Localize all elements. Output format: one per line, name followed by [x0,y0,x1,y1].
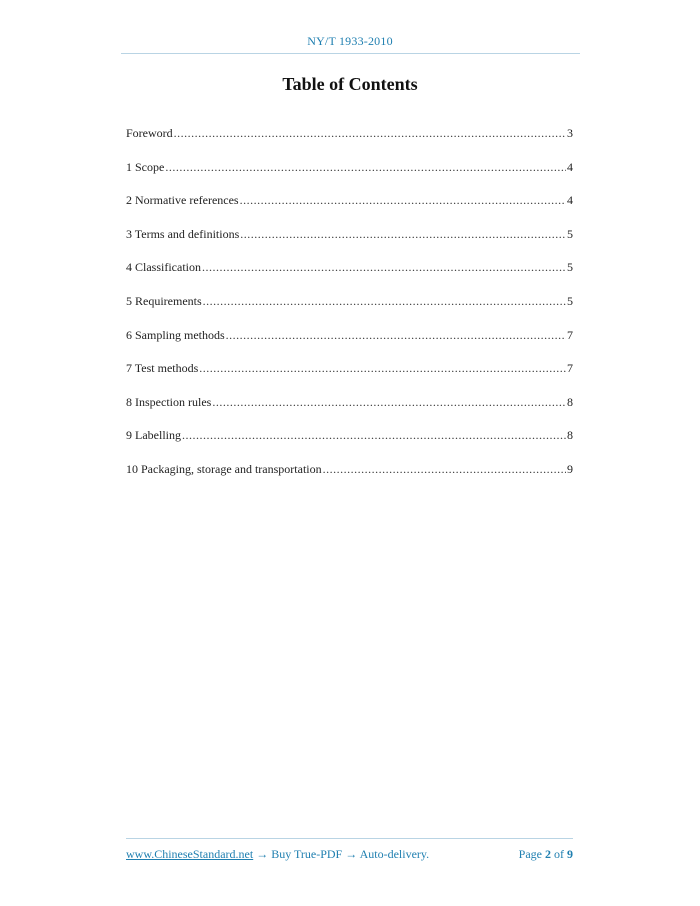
toc-entry-label: 2 Normative references [126,193,239,208]
toc-dot-leader [182,428,566,443]
toc-entry-foreword[interactable] [126,126,573,160]
toc-list [126,126,573,496]
toc-entry-terms-and-definitions[interactable] [126,227,573,261]
toc-entry-requirements[interactable] [126,294,573,328]
arrow-right-icon: → [345,847,358,861]
toc-entry-page: 7 [567,361,573,376]
toc-entry-page: 5 [567,260,573,275]
toc-entry-labelling[interactable] [126,428,573,462]
toc-entry-page: 3 [567,126,573,140]
toc-entry-inspection-rules[interactable] [126,395,573,429]
toc-entry-label: Foreword [126,126,173,140]
toc-dot-leader [240,227,566,242]
toc-title: Table of Contents [282,74,418,94]
website-link[interactable]: www.ChineseStandard.net [126,847,254,861]
toc-entry-test-methods[interactable] [126,361,573,395]
footer-promo [126,847,429,862]
toc-entry-scope[interactable] [126,160,573,194]
toc-entry-label: 9 Labelling [126,428,181,443]
toc-entry-packaging[interactable] [126,462,573,496]
toc-entry-label: 1 Scope [126,159,165,174]
toc-entry-label: 3 Terms and definitions [126,226,240,241]
toc-dot-leader [202,260,566,275]
toc-entry-classification[interactable] [126,260,573,294]
toc-entry-label: 6 Sampling methods [126,327,225,342]
toc-entry-page: 4 [567,193,573,208]
toc-entry-page: 8 [567,394,573,409]
footer-divider [126,838,573,839]
toc-entry-label: 4 Classification [126,260,201,275]
toc-dot-leader [212,395,566,410]
toc-entry-page: 9 [567,461,573,476]
page-word: Page [518,847,542,861]
total-pages-number: 9 [567,847,573,861]
current-page-number: 2 [545,847,551,861]
toc-entry-page: 8 [567,428,573,443]
toc-entry-label: 7 Test methods [126,361,199,376]
toc-dot-leader [199,361,566,376]
toc-entry-normative-references[interactable] [126,193,573,227]
toc-dot-leader [174,126,566,141]
toc-entry-label: 8 Inspection rules [126,394,212,409]
toc-entry-page: 5 [567,293,573,308]
page-indicator [519,847,573,862]
toc-dot-leader [240,193,566,208]
toc-dot-leader [165,160,566,175]
toc-entry-label: 5 Requirements [126,293,202,308]
toc-entry-page: 5 [567,226,573,241]
toc-dot-leader [203,294,566,309]
toc-entry-label: 10 Packaging, storage and transportation [126,461,322,476]
arrow-right-icon: → [256,847,269,861]
toc-entry-sampling-methods[interactable] [126,328,573,362]
header-divider [121,53,580,54]
toc-entry-page: 7 [567,327,573,342]
document-header: NY/T 1933-2010 [307,34,393,48]
of-word: of [554,847,564,861]
auto-delivery-text: Auto-delivery. [359,847,430,861]
toc-dot-leader [323,462,566,477]
toc-entry-page: 4 [567,159,573,174]
buy-true-pdf-text: Buy True-PDF [271,847,343,861]
toc-dot-leader [226,328,566,343]
